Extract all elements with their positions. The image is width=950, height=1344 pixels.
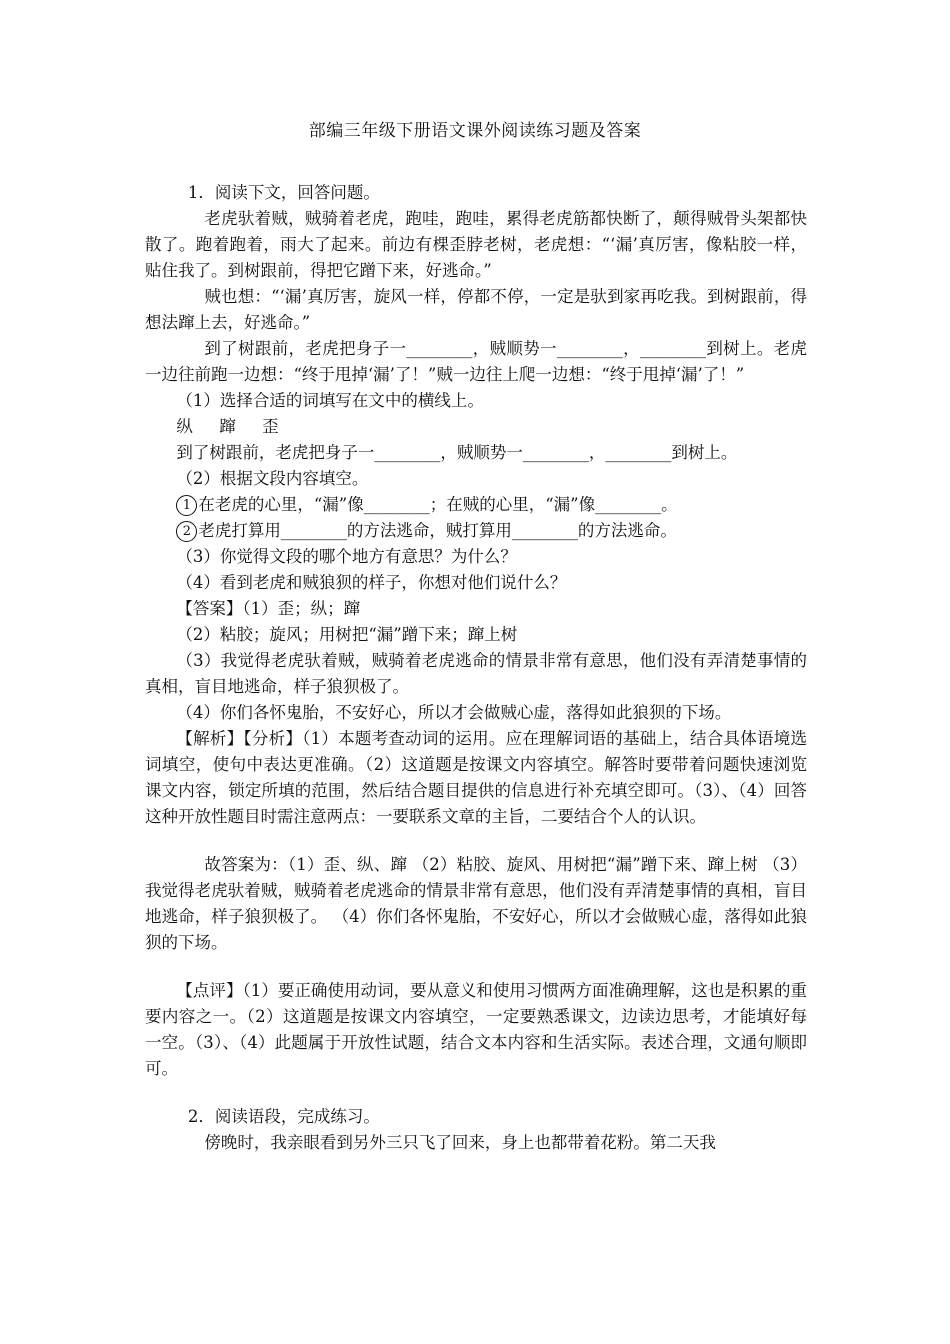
analysis-paragraph: 【解析】【分析】（1）本题考查动词的运用。应在理解词语的基础上，结合具体语境选词填空，使句中表达更准确。（2）这道题是按课文内容填空。解答时要带着问题快速浏览课文内容，锁定所填的范围，然后结合题目提供的信息进行补充填空即可。（3）、（4）回答这种开放性题目时需注意两点：一要联系文章的主旨，二要结合个人的认识。 <box>145 729 807 826</box>
passage-paragraph: 老虎驮着贼，贼骑着老虎，跑哇，跑哇，累得老虎筋都快断了，颠得贼骨头架都快散了。跑着跑着，雨大了起来。前边有棵歪脖老树，老虎想：“‘漏’真厉害，像粘胶一样，贴住我了。到树跟前，得把它蹭下来，好逃命。” <box>145 209 807 280</box>
document-title: 部编三年级下册语文课外阅读练习题及答案 <box>308 121 642 141</box>
answer-line: （3）我觉得老虎驮着贼，贼骑着老虎逃命的情景非常有意思，他们没有弄清楚事情的真相，盲目地逃命，样子狼狈极了。 <box>145 651 807 696</box>
document-body <box>145 180 807 1156</box>
passage-paragraph: 傍晚时，我亲眼看到另外三只飞了回来，身上也都带着花粉。第二天我 <box>204 1133 716 1152</box>
comment-paragraph: 【点评】（1）要正确使用动词，要从意义和使用习惯两方面准确理解，这也是积累的重要内容之一。（2）这道题是按课文内容填空，一定要熟悉课文，边读边思考，才能填好每一空。（3）、（4）此题属于开放性试题，结合文本内容和生活实际。表述合理，文通句顺即可。 <box>145 981 807 1078</box>
sub-question-2: （2）根据文段内容填空。 <box>176 469 369 488</box>
word-choices <box>145 414 807 440</box>
question-1-heading: 1．阅读下文，回答问题。 <box>187 183 380 202</box>
passage-paragraph: 贼也想：“‘漏’真厉害，旋风一样，停都不停，一定是驮到家再吃我。到树跟前，得想法蹿上去，好逃命。” <box>145 287 807 332</box>
answer-line: 【答案】（1）歪；纵；蹿 <box>176 599 361 618</box>
spacer <box>145 956 807 978</box>
circled-number: 2 <box>176 521 197 542</box>
circled-number: 1 <box>176 495 197 516</box>
sub-question-3: （3）你觉得文段的哪个地方有意思？为什么？ <box>176 547 517 566</box>
sub-question-1-fill: 到了树跟前，老虎把身子一________，贼顺势一________，________到树上。 <box>176 443 738 462</box>
answer-line: （2）粘胶；旋风；用树把“漏”蹭下来；蹿上树 <box>176 625 518 644</box>
answer-line: （4）你们各怀鬼胎，不安好心，所以才会做贼心虚，落得如此狼狈的下场。 <box>176 703 732 722</box>
spacer <box>145 830 807 852</box>
sub-question-4: （4）看到老虎和贼狼狈的样子，你想对他们说什么？ <box>176 573 567 592</box>
word-choice: 蹿 <box>219 417 236 436</box>
sub-question-1: （1）选择合适的词填写在文中的横线上。 <box>176 391 484 410</box>
sub-question-2-item-text: 在老虎的心里，“漏”像________；在贼的心里，“漏”像________。 <box>198 495 678 514</box>
passage-paragraph: 到了树跟前，老虎把身子一________，贼顺势一________，________到树上。老虎一边往前跑一边想：“终于甩掉‘漏’了！”贼一边往上爬一边想：“终于甩掉‘漏’了！” <box>145 339 807 384</box>
sub-question-2-item-text: 老虎打算用________的方法逃命，贼打算用________的方法逃命。 <box>198 521 677 540</box>
sub-question-2-item <box>145 518 807 544</box>
final-answer-paragraph: 故答案为：（1）歪、纵、蹿 （2）粘胶、旋风、用树把“漏”蹭下来、蹿上树 （3）我觉得老虎驮着贼，贼骑着老虎逃命的情景非常有意思，他们没有弄清楚事情的真相，盲目地逃命，样子狼狈极了。 （4）你们各怀鬼胎，不安好心，所以才会做贼心虚，落得如此狼狈的下场。 <box>145 855 807 952</box>
spacer <box>145 1082 807 1104</box>
word-choice: 歪 <box>262 417 279 436</box>
question-2-heading: 2．阅读语段，完成练习。 <box>187 1107 380 1126</box>
word-choice: 纵 <box>176 417 193 436</box>
sub-question-2-item <box>145 492 807 518</box>
